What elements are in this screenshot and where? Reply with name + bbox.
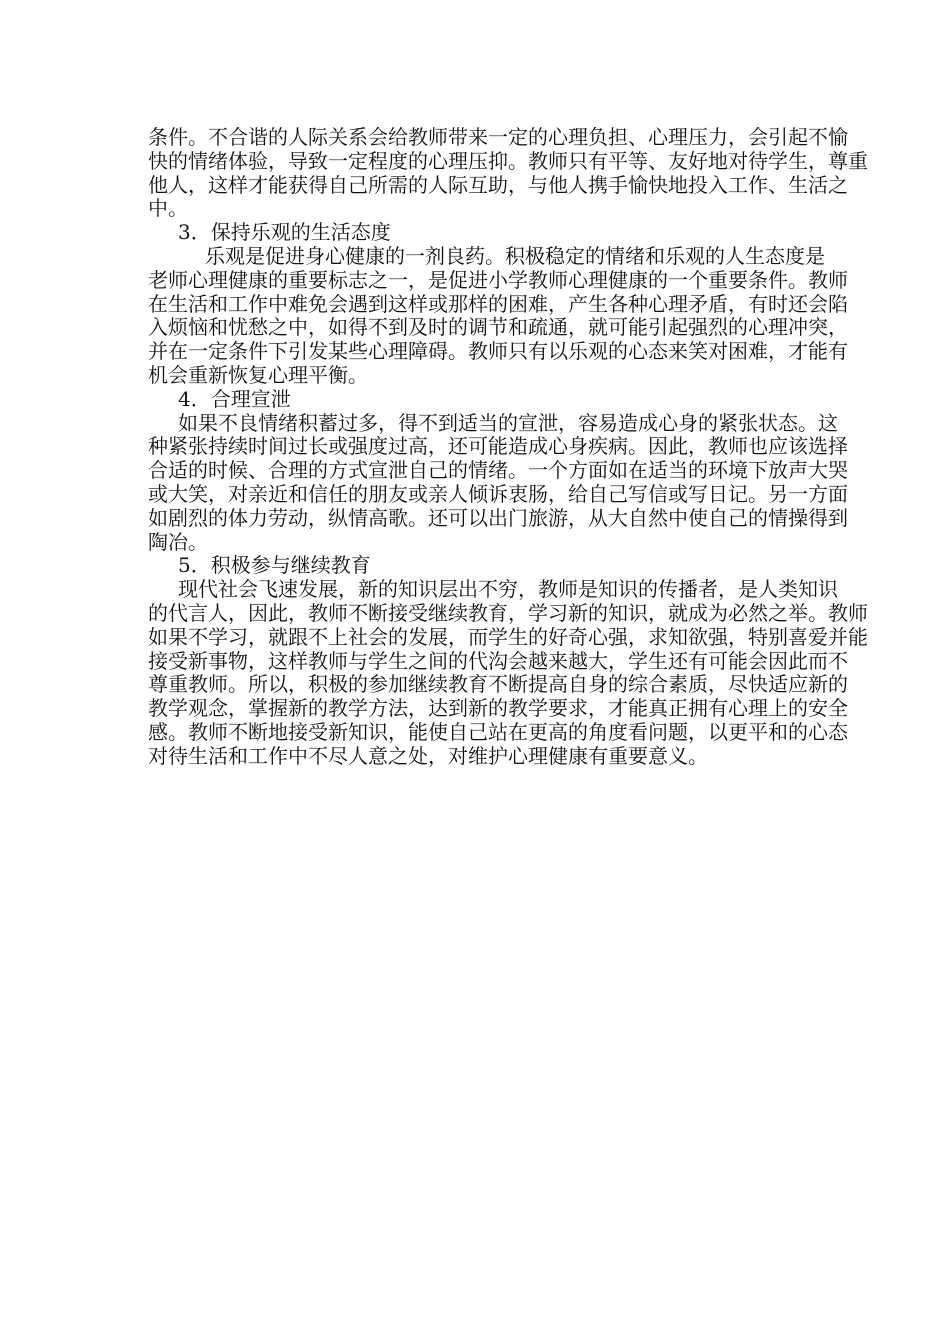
text-line: 种紧张持续时间过长或强度过高，还可能造成心身疾病。因此，教师也应该选择: [148, 434, 848, 459]
text-line: 教学观念，掌握新的教学方法，达到新的教学要求，才能真正拥有心理上的安全: [148, 696, 848, 721]
text-line: 如果不良情绪积蓄过多，得不到适当的宣泄，容易造成心身的紧张状态。这: [178, 410, 838, 435]
text-line: 快的情绪体验，导致一定程度的心理压抑。教师只有平等、友好地对待学生，尊重: [148, 148, 868, 173]
text-line: 或大笑，对亲近和信任的朋友或亲人倾诉衷肠，给自己写信或写日记。另一方面: [148, 481, 848, 506]
text-line: 对待生活和工作中不尽人意之处，对维护心理健康有重要意义。: [148, 743, 708, 768]
text-line: 现代社会飞速发展，新的知识层出不穷，教师是知识的传播者，是人类知识: [178, 577, 838, 602]
text-line: 尊重教师。所以，积极的参加继续教育不断提高自身的综合素质，尽快适应新的: [148, 672, 848, 697]
text-line: 如果不学习，就跟不上社会的发展，而学生的好奇心强，求知欲强，特别喜爱并能: [148, 624, 868, 649]
document-body: [148, 125, 868, 769]
section-heading: 4．合理宣泄: [178, 386, 291, 411]
text-line: 合适的时候、合理的方式宣泄自己的情绪。一个方面如在适当的环境下放声大哭: [148, 458, 848, 483]
text-line: 并在一定条件下引发某些心理障碍。教师只有以乐观的心态来笑对困难，才能有: [148, 339, 848, 364]
text-line: 在生活和工作中难免会遇到这样或那样的困难，产生各种心理矛盾，有时还会陷: [148, 291, 848, 316]
text-line: 接受新事物，这样教师与学生之间的代沟会越来越大，学生还有可能会因此而不: [148, 648, 848, 673]
text-line: 如剧烈的体力劳动，纵情高歌。还可以出门旅游，从大自然中使自己的情操得到: [148, 505, 848, 530]
text-line: 的代言人，因此，教师不断接受继续教育，学习新的知识，就成为必然之举。教师: [148, 600, 868, 625]
section-heading: 5．积极参与继续教育: [178, 553, 371, 578]
text-line: 老师心理健康的重要标志之一，是促进小学教师心理健康的一个重要条件。教师: [148, 267, 848, 292]
text-line: 乐观是促进身心健康的一剂良药。积极稳定的情绪和乐观的人生态度是: [205, 243, 825, 268]
text-line: 陶冶。: [148, 529, 208, 554]
text-line: 机会重新恢复心理平衡。: [148, 362, 368, 387]
section-heading: 3．保持乐观的生活态度: [178, 220, 391, 245]
text-line: 感。教师不断地接受新知识，能使自己站在更高的角度看问题，以更平和的心态: [148, 719, 848, 744]
text-line: 条件。不合谐的人际关系会给教师带来一定的心理负担、心理压力，会引起不愉: [148, 125, 848, 149]
text-line: 他人，这样才能获得自己所需的人际互助，与他人携手愉快地投入工作、生活之: [148, 172, 848, 197]
text-line: 入烦恼和忧愁之中，如得不到及时的调节和疏通，就可能引起强烈的心理冲突，: [148, 315, 848, 340]
text-line: 中。: [148, 196, 188, 221]
